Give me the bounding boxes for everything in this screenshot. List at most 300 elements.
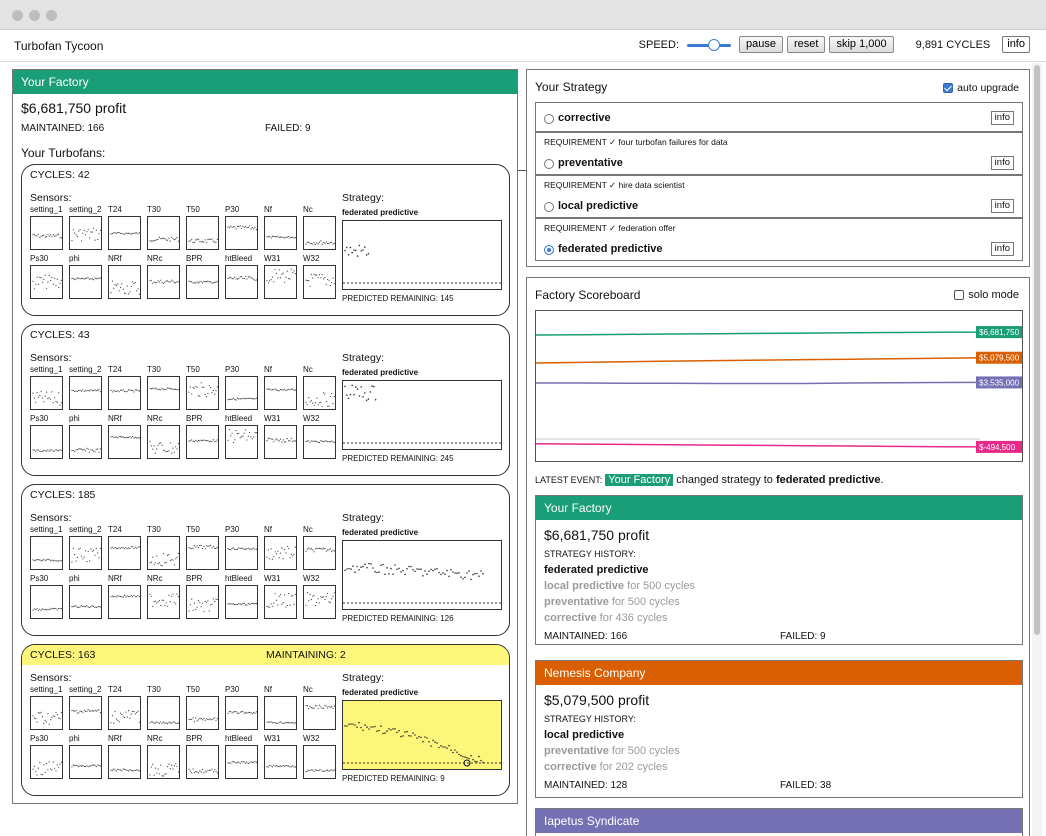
sensor-plot — [108, 536, 141, 570]
past-strategy-name: local predictive — [544, 580, 625, 592]
sensor-plot — [147, 216, 180, 250]
past-strategy — [544, 743, 680, 759]
factory-header: Your Factory — [13, 70, 517, 94]
sensor-ps30 — [30, 414, 64, 459]
sensor-plot — [108, 216, 141, 250]
current-strategy: local predictive — [544, 729, 625, 741]
sensor-name: phi — [69, 254, 80, 263]
strategy-radio[interactable] — [544, 245, 554, 255]
sensor-plot — [186, 585, 219, 619]
past-strategy-duration: for 436 cycles — [596, 612, 668, 624]
past-strategy-name: corrective — [544, 612, 597, 624]
auto-upgrade-checkbox[interactable] — [943, 83, 953, 93]
sensor-plot — [108, 745, 141, 779]
sensor-htbleed — [225, 414, 259, 459]
sensor-plot — [186, 536, 219, 570]
sensor-ps30 — [30, 574, 64, 619]
sensor-w32 — [303, 254, 337, 299]
latest-event-strategy: federated predictive — [775, 474, 881, 486]
sensor-plot — [147, 536, 180, 570]
predicted-remaining: PREDICTED REMAINING: 126 — [342, 614, 454, 623]
sensor-t50 — [186, 205, 220, 250]
scrollbar-thumb[interactable] — [1034, 65, 1040, 635]
strategy-option-local-predictive[interactable] — [535, 175, 1023, 218]
sensor-plot — [108, 265, 141, 299]
series-line-nemesis-company — [536, 358, 980, 363]
sensor-name: Nc — [303, 365, 313, 374]
sensor-plot — [264, 376, 297, 410]
factory-card-nemesis-company — [535, 660, 1023, 798]
sensor-nc — [303, 205, 337, 250]
sensor-w32 — [303, 734, 337, 779]
sensor-name: setting_2 — [69, 365, 102, 374]
strategy-option-name: federated predictive — [558, 243, 663, 255]
sensor-w31 — [264, 734, 298, 779]
sensor-t30 — [147, 525, 181, 570]
strategy-label: Strategy: — [342, 352, 385, 364]
sensor-plot — [69, 425, 102, 459]
profit-chart — [535, 310, 1023, 462]
sensor-name: W31 — [264, 574, 281, 583]
factory-card-maintained: MAINTAINED: 166 — [544, 631, 628, 642]
sensor-plot — [147, 745, 180, 779]
sensor-name: P30 — [225, 685, 240, 694]
prediction-plot — [342, 700, 502, 770]
strategy-info-button[interactable]: info — [991, 111, 1014, 125]
minimize-dot-icon[interactable] — [29, 10, 40, 21]
solo-mode-label: solo mode — [968, 289, 1019, 301]
series-value-label: $6,681,750 — [979, 328, 1020, 338]
sensor-plot — [264, 425, 297, 459]
sensor-name: BPR — [186, 254, 203, 263]
zoom-dot-icon[interactable] — [46, 10, 57, 21]
factory-card-stats — [544, 780, 1014, 791]
strategy-option-federated-predictive[interactable] — [535, 218, 1023, 261]
sensor-name: W31 — [264, 254, 281, 263]
scoreboard-title: Factory Scoreboard — [535, 288, 641, 302]
sensor-plot — [147, 376, 180, 410]
sensor-t30 — [147, 205, 181, 250]
sensor-t30 — [147, 685, 181, 730]
sensor-plot — [30, 265, 63, 299]
sensors-label: Sensors: — [30, 192, 72, 204]
sensor-plot — [264, 745, 297, 779]
strategy-history-label: STRATEGY HISTORY: — [544, 549, 636, 559]
current-strategy: federated predictive — [544, 564, 649, 576]
sensor-name: htBleed — [225, 414, 253, 423]
sensor-name: T50 — [186, 205, 200, 214]
your-factory-panel — [12, 69, 518, 804]
sensor-name: W32 — [303, 574, 320, 583]
past-strategy — [544, 594, 695, 610]
turbofan-strategy: federated predictive — [342, 368, 419, 377]
sensor-htbleed — [225, 734, 259, 779]
factory-card-maintained: MAINTAINED: 128 — [544, 780, 628, 791]
sensor-plot — [225, 536, 258, 570]
sensor-setting_1 — [30, 685, 64, 730]
turbofan-card-header — [22, 645, 509, 665]
factory-card-your-factory — [535, 495, 1023, 645]
speed-slider-thumb[interactable] — [708, 39, 720, 51]
sensor-plot — [69, 216, 102, 250]
pause-button[interactable]: pause — [739, 36, 783, 53]
sensor-ps30 — [30, 254, 64, 299]
sensor-name: Nf — [264, 685, 272, 694]
past-strategy — [544, 759, 680, 775]
sensor-setting_1 — [30, 205, 64, 250]
sensor-name: W32 — [303, 254, 320, 263]
sensor-phi — [69, 574, 103, 619]
sensor-name: setting_1 — [30, 365, 63, 374]
sensor-plot — [225, 585, 258, 619]
sensor-name: T24 — [108, 685, 122, 694]
sensor-w32 — [303, 574, 337, 619]
sensor-name: phi — [69, 574, 80, 583]
turbofan-card[interactable] — [21, 644, 510, 796]
factory-card-header: Iapetus Syndicate — [536, 809, 1022, 833]
sensor-nc — [303, 685, 337, 730]
window-chrome — [0, 0, 1046, 30]
sensor-name: BPR — [186, 414, 203, 423]
series-line-your-factory — [536, 332, 980, 335]
sensor-plot — [69, 696, 102, 730]
turbofan-maintaining: MAINTAINING: 2 — [266, 649, 346, 661]
strategy-requirement: REQUIREMENT ✓ federation offer — [544, 223, 676, 233]
sensor-name: NRc — [147, 254, 163, 263]
sensor-plot — [147, 696, 180, 730]
solo-mode-checkbox[interactable] — [954, 290, 964, 300]
sensor-plot — [186, 745, 219, 779]
sensor-w31 — [264, 574, 298, 619]
sensor-plot — [30, 536, 63, 570]
past-strategy — [544, 578, 695, 594]
past-strategy-duration: for 500 cycles — [624, 580, 696, 592]
turbofan-card-header — [22, 165, 509, 185]
sensor-plot — [186, 216, 219, 250]
strategy-panel — [526, 69, 1030, 267]
sensor-t24 — [108, 685, 142, 730]
latest-event-prefix: LATEST EVENT: — [535, 475, 603, 485]
maintained-count: MAINTAINED: 166 — [21, 123, 105, 134]
strategy-history-label: STRATEGY HISTORY: — [544, 714, 636, 724]
speed-label: SPEED: — [638, 38, 680, 51]
sensor-name: setting_1 — [30, 205, 63, 214]
latest-event-middle: changed strategy to — [676, 474, 773, 486]
turbofan-strategy: federated predictive — [342, 208, 419, 217]
sensor-name: T30 — [147, 685, 161, 694]
strategy-info-button[interactable]: info — [991, 199, 1014, 213]
sensor-p30 — [225, 685, 259, 730]
sensor-phi — [69, 414, 103, 459]
strategy-option-name: local predictive — [558, 200, 639, 212]
factory-card-failed: FAILED: 38 — [780, 780, 832, 791]
sensor-name: phi — [69, 734, 80, 743]
sensor-plot — [186, 265, 219, 299]
sensor-nf — [264, 365, 298, 410]
turbofan-card-header — [22, 485, 509, 505]
sensor-p30 — [225, 365, 259, 410]
sensor-name: W32 — [303, 734, 320, 743]
sensor-name: NRc — [147, 414, 163, 423]
factory-card-iapetus-syndicate — [535, 808, 1023, 836]
sensor-plot — [264, 216, 297, 250]
sensor-setting_2 — [69, 525, 103, 570]
factory-stats — [21, 123, 501, 134]
turbofan-card[interactable] — [21, 324, 510, 476]
predicted-remaining: PREDICTED REMAINING: 245 — [342, 454, 454, 463]
solo-mode-toggle[interactable] — [954, 289, 1019, 301]
sensor-plot — [225, 376, 258, 410]
skip-button[interactable]: skip 1,000 — [829, 36, 893, 53]
sensor-name: htBleed — [225, 254, 253, 263]
sensor-name: W31 — [264, 414, 281, 423]
top-bar — [0, 30, 1046, 62]
prediction-plot — [342, 220, 502, 290]
strategy-info-button[interactable]: info — [991, 156, 1014, 170]
sensor-name: NRf — [108, 414, 122, 423]
series-line-other — [536, 444, 980, 447]
strategy-label: Strategy: — [342, 512, 385, 524]
sensor-name: setting_1 — [30, 525, 63, 534]
turbofan-cycles: CYCLES: 42 — [30, 169, 90, 181]
strategy-label: Strategy: — [342, 672, 385, 684]
sensor-nrc — [147, 574, 181, 619]
sensor-bpr — [186, 734, 220, 779]
sensor-plot — [30, 696, 63, 730]
sensor-plot — [69, 536, 102, 570]
scoreboard-panel — [526, 277, 1030, 836]
past-strategy-name: corrective — [544, 761, 597, 773]
past-strategy-duration: for 500 cycles — [608, 596, 680, 608]
sensor-t50 — [186, 365, 220, 410]
sensor-nrc — [147, 254, 181, 299]
sensor-nrc — [147, 734, 181, 779]
strategy-option-name: preventative — [558, 157, 623, 169]
sensor-plot — [30, 376, 63, 410]
sensor-name: setting_2 — [69, 205, 102, 214]
sensor-name: phi — [69, 414, 80, 423]
sensor-name: Ps30 — [30, 254, 49, 263]
speed-slider[interactable] — [687, 38, 731, 52]
sensor-plot — [264, 536, 297, 570]
factory-card-profit: $6,681,750 profit — [544, 527, 650, 543]
sensor-plot — [147, 265, 180, 299]
strategy-label: Strategy: — [342, 192, 385, 204]
sensor-name: P30 — [225, 205, 240, 214]
factory-card-stats — [544, 631, 1014, 642]
strategy-requirement: REQUIREMENT ✓ four turbofan failures for data — [544, 137, 728, 147]
strategy-radio[interactable] — [544, 202, 554, 212]
factory-card-failed: FAILED: 9 — [780, 631, 826, 642]
sensor-plot — [69, 585, 102, 619]
strategy-history — [544, 727, 680, 775]
sensor-plot — [264, 585, 297, 619]
turbofan-strategy: federated predictive — [342, 688, 419, 697]
sensor-nc — [303, 525, 337, 570]
sensor-plot — [303, 425, 336, 459]
strategy-option-corrective[interactable] — [535, 102, 1023, 132]
info-button[interactable]: info — [1002, 36, 1030, 53]
sensor-name: htBleed — [225, 574, 253, 583]
turbofans-label: Your Turbofans: — [21, 146, 106, 160]
sensor-plot — [69, 376, 102, 410]
sensor-w31 — [264, 254, 298, 299]
sensor-name: T30 — [147, 525, 161, 534]
strategy-requirement: REQUIREMENT ✓ hire data scientist — [544, 180, 685, 190]
sensor-nf — [264, 685, 298, 730]
strategy-radio[interactable] — [544, 114, 554, 124]
sensor-plot — [69, 745, 102, 779]
series-value-label: $3,535,000 — [979, 378, 1020, 388]
past-strategy — [544, 610, 695, 626]
sim-controls — [639, 36, 1030, 53]
sensor-htbleed — [225, 574, 259, 619]
sensor-name: Nf — [264, 205, 272, 214]
sensor-nc — [303, 365, 337, 410]
past-strategy-duration: for 202 cycles — [596, 761, 668, 773]
sensor-setting_2 — [69, 365, 103, 410]
sensor-nrf — [108, 574, 142, 619]
sensor-t50 — [186, 685, 220, 730]
scrollbar[interactable] — [1032, 63, 1042, 836]
turbofan-card-header — [22, 325, 509, 345]
factory-profit: $6,681,750 profit — [21, 100, 127, 116]
sensor-w31 — [264, 414, 298, 459]
sensor-name: setting_2 — [69, 685, 102, 694]
sensor-name: setting_1 — [30, 685, 63, 694]
sensor-plot — [303, 696, 336, 730]
sensors-label: Sensors: — [30, 672, 72, 684]
sensor-plot — [303, 585, 336, 619]
sensor-plot — [108, 696, 141, 730]
past-strategy-duration: for 500 cycles — [608, 745, 680, 757]
cycles-count: 9,891 CYCLES — [915, 38, 991, 51]
sensor-name: Ps30 — [30, 574, 49, 583]
sensor-plot — [225, 745, 258, 779]
factory-card-header: Your Factory — [536, 496, 1022, 520]
sensor-t24 — [108, 525, 142, 570]
sensor-plot — [186, 696, 219, 730]
sensor-setting_2 — [69, 685, 103, 730]
turbofan-card[interactable] — [21, 164, 510, 316]
sensor-t24 — [108, 365, 142, 410]
sensor-plot — [30, 425, 63, 459]
sensor-plot — [225, 265, 258, 299]
sensor-plot — [225, 216, 258, 250]
sensor-nrf — [108, 734, 142, 779]
sensor-name: NRf — [108, 574, 122, 583]
sensor-name: T30 — [147, 205, 161, 214]
turbofan-cycles: CYCLES: 43 — [30, 329, 90, 341]
sensor-name: T50 — [186, 365, 200, 374]
sensor-plot — [30, 745, 63, 779]
sensor-t50 — [186, 525, 220, 570]
past-strategy-name: preventative — [544, 745, 609, 757]
predicted-remaining: PREDICTED REMAINING: 145 — [342, 294, 454, 303]
series-value-label: $5,079,500 — [979, 353, 1020, 363]
sensor-name: Nf — [264, 525, 272, 534]
sensor-nf — [264, 525, 298, 570]
app-title: Turbofan Tycoon — [14, 39, 104, 53]
factory-card-header: Nemesis Company — [536, 661, 1022, 685]
sensor-plot — [186, 425, 219, 459]
latest-event-factory: Your Factory — [605, 474, 673, 486]
sensor-plot — [303, 216, 336, 250]
sensor-name: P30 — [225, 525, 240, 534]
sensor-plot — [108, 425, 141, 459]
strategy-radio[interactable] — [544, 159, 554, 169]
past-strategy-name: preventative — [544, 596, 609, 608]
sensor-plot — [186, 376, 219, 410]
sensors-label: Sensors: — [30, 352, 72, 364]
prediction-plot — [342, 540, 502, 610]
sensor-phi — [69, 254, 103, 299]
sensor-plot — [30, 216, 63, 250]
sensor-plot — [147, 585, 180, 619]
sensor-bpr — [186, 574, 220, 619]
sensor-name: Nc — [303, 205, 313, 214]
sensor-t24 — [108, 205, 142, 250]
sensor-setting_1 — [30, 525, 64, 570]
sensors-label: Sensors: — [30, 512, 72, 524]
sensor-name: NRc — [147, 574, 163, 583]
sensor-name: T50 — [186, 525, 200, 534]
sensor-name: Ps30 — [30, 734, 49, 743]
sensor-plot — [303, 536, 336, 570]
sensor-nf — [264, 205, 298, 250]
strategy-option-preventative[interactable] — [535, 132, 1023, 175]
sensor-plot — [303, 265, 336, 299]
sensor-setting_1 — [30, 365, 64, 410]
reset-button[interactable]: reset — [787, 36, 825, 53]
sensor-name: Nc — [303, 685, 313, 694]
strategy-info-button[interactable]: info — [991, 242, 1014, 256]
auto-upgrade-label: auto upgrade — [957, 82, 1019, 94]
auto-upgrade-toggle[interactable] — [943, 82, 1019, 94]
sensor-w32 — [303, 414, 337, 459]
latest-event — [535, 474, 884, 486]
sensor-name: W31 — [264, 734, 281, 743]
sensor-name: T50 — [186, 685, 200, 694]
sensor-name: T24 — [108, 205, 122, 214]
series-value-label: $-494,500 — [979, 442, 1016, 452]
sensor-name: NRf — [108, 734, 122, 743]
sensor-name: Ps30 — [30, 414, 49, 423]
sensor-name: htBleed — [225, 734, 253, 743]
close-dot-icon[interactable] — [12, 10, 23, 21]
sensor-plot — [303, 376, 336, 410]
sensor-name: NRf — [108, 254, 122, 263]
turbofan-cycles: CYCLES: 163 — [30, 649, 96, 661]
sensor-phi — [69, 734, 103, 779]
sensor-name: T30 — [147, 365, 161, 374]
turbofan-card[interactable] — [21, 484, 510, 636]
series-line-iapetus-syndicate — [536, 382, 980, 383]
sensor-name: BPR — [186, 734, 203, 743]
sensor-bpr — [186, 414, 220, 459]
sensor-plot — [264, 265, 297, 299]
sensor-plot — [30, 585, 63, 619]
sensor-name: Nf — [264, 365, 272, 374]
sensor-plot — [303, 745, 336, 779]
strategy-option-name: corrective — [558, 112, 611, 124]
sensor-nrf — [108, 414, 142, 459]
sensor-plot — [147, 425, 180, 459]
sensor-bpr — [186, 254, 220, 299]
sensor-plot — [108, 585, 141, 619]
latest-event-end: . — [880, 474, 884, 486]
strategy-history — [544, 562, 695, 626]
